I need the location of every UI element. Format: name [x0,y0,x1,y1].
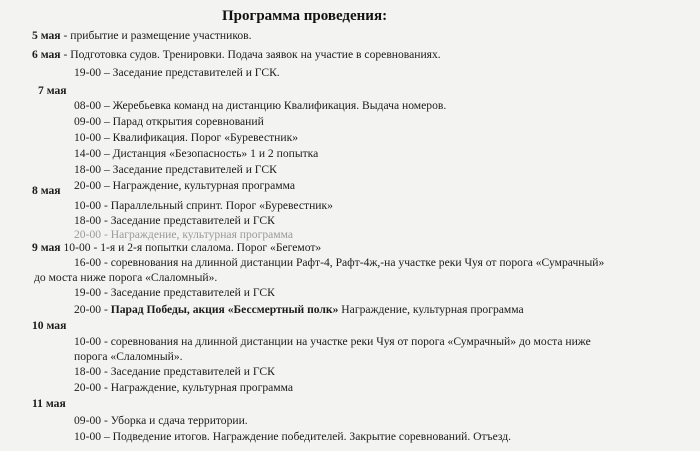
schedule-item: 10-00 – Подведение итогов. Награждение победителей. Закрытие соревнований. Отъезд. [74,430,512,443]
schedule-text: - прибытие и размещение участников. [60,29,252,42]
schedule-item: 20-00 - Награждение, культурная программа [74,381,294,394]
page-title: Программа проведения: [222,8,388,24]
schedule-item: 16-00 - соревнования на длинной дистанции Рафт-4, Рафт-4ж,-на участке реки Чуя от порога «Сумрачный» [74,256,605,269]
date-label: 10 мая [32,319,67,332]
date-label: 9 мая [32,241,61,254]
event-highlight: Парад Победы, акция «Бессмертный полк» [110,303,339,316]
schedule-item: 10-00 - Параллельный спринт. Порог «Буревестник» [74,199,333,212]
schedule-item-parade [74,303,524,316]
date-label: 8 мая [32,184,61,197]
day-6-line [32,48,441,61]
schedule-item: 18-00 - Заседание представителей и ГСК [74,365,275,378]
schedule-item: 20-00 - Награждение, культурная программа [74,228,294,241]
date-label: 6 мая [32,48,61,61]
schedule-item: 10-00 - соревнования на длинной дистанции на участке реки Чуя от порога «Сумрачный» до моста ниже [74,335,591,348]
schedule-item: 10-00 – Квалификация. Порог «Буревестник» [74,131,299,144]
schedule-item: 18-00 - Заседание представителей и ГСК [74,214,275,227]
schedule-item: 09-00 - Уборка и сдача территории. [74,414,248,427]
schedule-text: - Подготовка судов. Тренировки. Подача заявок на участие в соревнованиях. [60,48,441,61]
schedule-item-continued: порога «Слаломный». [74,350,183,363]
schedule-item: 08-00 – Жеребьевка команд на дистанцию Квалификация. Выдача номеров. [74,99,447,112]
schedule-item: 18-00 – Заседание представителей и ГСК [74,163,277,176]
day-9-line [32,241,321,254]
schedule-item-continued: до моста ниже порога «Слаломный». [34,271,218,284]
day-5-line [32,29,252,42]
schedule-item: 19-00 – Заседание представителей и ГСК. [74,66,280,79]
schedule-item: 14-00 – Дистанция «Безопасность» 1 и 2 попытка [74,147,319,160]
schedule-text: 10-00 - 1-я и 2-я попытки слалома. Порог «Бегемот» [60,241,322,254]
schedule-item: 19-00 - Заседание представителей и ГСК [74,286,275,299]
time-label: 20-00 - [74,303,111,316]
date-label: 5 мая [32,29,61,42]
date-label: 11 мая [32,397,66,410]
date-label: 7 мая [38,84,67,97]
schedule-item: 09-00 – Парад открытия соревнований [74,115,264,128]
schedule-item: 20-00 – Награждение, культурная программа [74,179,295,192]
schedule-text: Награждение, культурная программа [338,303,524,316]
